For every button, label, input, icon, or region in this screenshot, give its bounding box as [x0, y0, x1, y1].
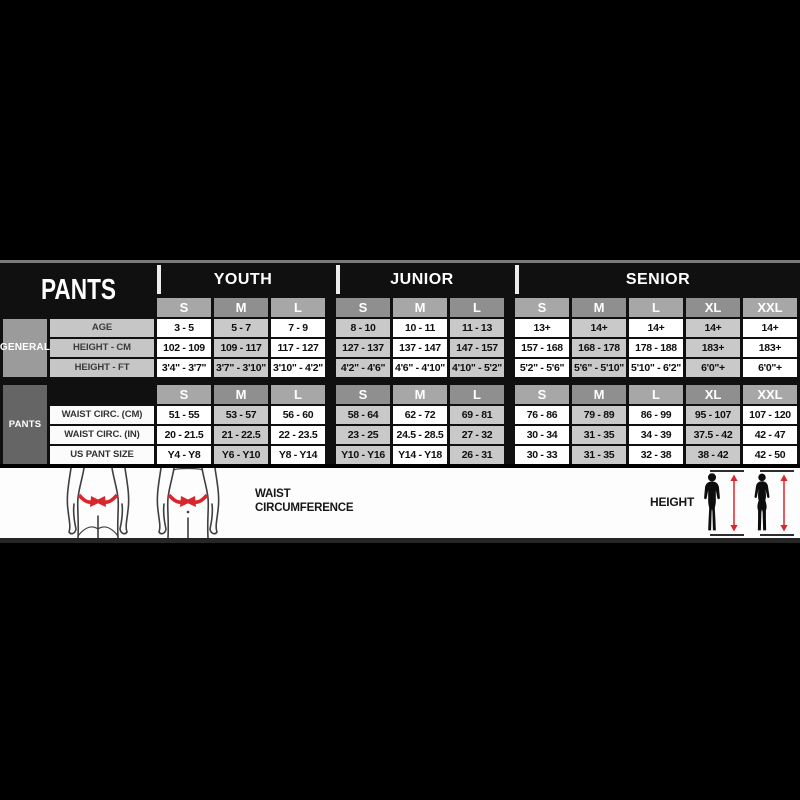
size-header-s: S [157, 298, 211, 317]
size-header-m: M [572, 385, 626, 404]
row-label: AGE [50, 319, 154, 337]
data-cell: 23 - 25 [336, 426, 390, 444]
size-header-m: M [572, 298, 626, 317]
data-cell: 3'7" - 3'10" [214, 359, 268, 377]
data-cell: 86 - 99 [629, 406, 683, 424]
data-cell: 14+ [629, 319, 683, 337]
height-arrow-icon [778, 473, 790, 533]
data-cell: 27 - 32 [450, 426, 504, 444]
size-header-l: L [271, 298, 325, 317]
data-cell: 24.5 - 28.5 [393, 426, 447, 444]
waist-label-line1: WAIST [255, 488, 291, 500]
data-cell: 62 - 72 [393, 406, 447, 424]
data-cell: 183+ [686, 339, 740, 357]
data-cell: 5'2" - 5'6" [515, 359, 569, 377]
data-cell: 11 - 13 [450, 319, 504, 337]
data-cell: 13+ [515, 319, 569, 337]
data-cell: 95 - 107 [686, 406, 740, 424]
size-header-l: L [450, 385, 504, 404]
group-header-senior: SENIOR [515, 265, 797, 294]
data-cell: 38 - 42 [686, 446, 740, 464]
data-cell: 58 - 64 [336, 406, 390, 424]
data-cell: Y4 - Y8 [157, 446, 211, 464]
female-silhouette-icon [748, 473, 776, 533]
measure-line-bottom [710, 534, 744, 536]
data-cell: 183+ [743, 339, 797, 357]
data-cell: 3'10" - 4'2" [271, 359, 325, 377]
data-cell: 5'10" - 6'2" [629, 359, 683, 377]
male-height-figure [698, 470, 744, 536]
data-cell: 76 - 86 [515, 406, 569, 424]
data-cell: 69 - 81 [450, 406, 504, 424]
female-height-figure [748, 470, 794, 536]
data-cell: 147 - 157 [450, 339, 504, 357]
data-cell: 37.5 - 42 [686, 426, 740, 444]
data-cell: 4'6" - 4'10" [393, 359, 447, 377]
data-cell: 6'0"+ [686, 359, 740, 377]
data-cell: 51 - 55 [157, 406, 211, 424]
size-header-xxl: XXL [743, 298, 797, 317]
size-header-l: L [271, 385, 325, 404]
data-cell: 109 - 117 [214, 339, 268, 357]
size-header-l: L [450, 298, 504, 317]
size-table [0, 263, 800, 464]
data-cell: 137 - 147 [393, 339, 447, 357]
data-cell: 157 - 168 [515, 339, 569, 357]
size-header-xl: XL [686, 298, 740, 317]
data-cell: 4'2" - 4'6" [336, 359, 390, 377]
data-cell: 14+ [743, 319, 797, 337]
row-label: HEIGHT - CM [50, 339, 154, 357]
measure-line-top [760, 470, 794, 472]
group-header-junior: JUNIOR [336, 265, 504, 294]
size-header-xxl: XXL [743, 385, 797, 404]
data-cell: 22 - 23.5 [271, 426, 325, 444]
size-header-s: S [336, 298, 390, 317]
measurement-legend [0, 468, 800, 543]
data-cell: 107 - 120 [743, 406, 797, 424]
data-cell: 56 - 60 [271, 406, 325, 424]
data-cell: 42 - 50 [743, 446, 797, 464]
size-header-m: M [393, 385, 447, 404]
size-header-s: S [515, 385, 569, 404]
data-cell: 178 - 188 [629, 339, 683, 357]
pants-size-chart [0, 260, 800, 543]
height-label: HEIGHT [650, 495, 695, 509]
group-header-youth: YOUTH [157, 265, 325, 294]
data-cell: 34 - 39 [629, 426, 683, 444]
data-cell: 30 - 34 [515, 426, 569, 444]
data-cell: 5'6" - 5'10" [572, 359, 626, 377]
measure-line-top [710, 470, 744, 472]
row-label: WAIST CIRC. (IN) [50, 426, 154, 444]
size-header-xl: XL [686, 385, 740, 404]
data-cell: 8 - 10 [336, 319, 390, 337]
data-cell: 20 - 21.5 [157, 426, 211, 444]
data-cell: 3 - 5 [157, 319, 211, 337]
waist-measure-front-figure-icon [146, 468, 230, 538]
data-cell: 117 - 127 [271, 339, 325, 357]
data-cell: 21 - 22.5 [214, 426, 268, 444]
size-header-m: M [214, 298, 268, 317]
waist-measure-back-figure-icon [56, 468, 140, 538]
data-cell: Y6 - Y10 [214, 446, 268, 464]
table-title: PANTS [40, 273, 116, 306]
data-cell: 6'0"+ [743, 359, 797, 377]
data-cell: 10 - 11 [393, 319, 447, 337]
data-cell: 42 - 47 [743, 426, 797, 444]
male-silhouette-icon [698, 473, 726, 533]
data-cell: 4'10" - 5'2" [450, 359, 504, 377]
side-label-general: GENERAL [3, 319, 47, 377]
side-label-pants: PANTS [3, 385, 47, 464]
row-label: WAIST CIRC. (CM) [50, 406, 154, 424]
data-cell: 30 - 33 [515, 446, 569, 464]
data-cell: 102 - 109 [157, 339, 211, 357]
data-cell: 14+ [686, 319, 740, 337]
waist-circumference-label [255, 487, 353, 516]
size-header-l: L [629, 298, 683, 317]
row-label: HEIGHT - FT [50, 359, 154, 377]
data-cell: 31 - 35 [572, 426, 626, 444]
data-cell: 3'4" - 3'7" [157, 359, 211, 377]
size-header-l: L [629, 385, 683, 404]
height-arrow-icon [728, 473, 740, 533]
size-header-m: M [214, 385, 268, 404]
data-cell: 53 - 57 [214, 406, 268, 424]
data-cell: 79 - 89 [572, 406, 626, 424]
size-header-s: S [157, 385, 211, 404]
size-header-s: S [515, 298, 569, 317]
data-cell: 32 - 38 [629, 446, 683, 464]
data-cell: Y14 - Y18 [393, 446, 447, 464]
data-cell: Y8 - Y14 [271, 446, 325, 464]
data-cell: 168 - 178 [572, 339, 626, 357]
data-cell: 7 - 9 [271, 319, 325, 337]
measure-line-bottom [760, 534, 794, 536]
data-cell: 5 - 7 [214, 319, 268, 337]
data-cell: 127 - 137 [336, 339, 390, 357]
data-cell: Y10 - Y16 [336, 446, 390, 464]
size-header-s: S [336, 385, 390, 404]
size-header-m: M [393, 298, 447, 317]
row-label: US PANT SIZE [50, 446, 154, 464]
waist-label-line2: CIRCUMFERENCE [255, 502, 354, 515]
data-cell: 14+ [572, 319, 626, 337]
data-cell: 26 - 31 [450, 446, 504, 464]
data-cell: 31 - 35 [572, 446, 626, 464]
